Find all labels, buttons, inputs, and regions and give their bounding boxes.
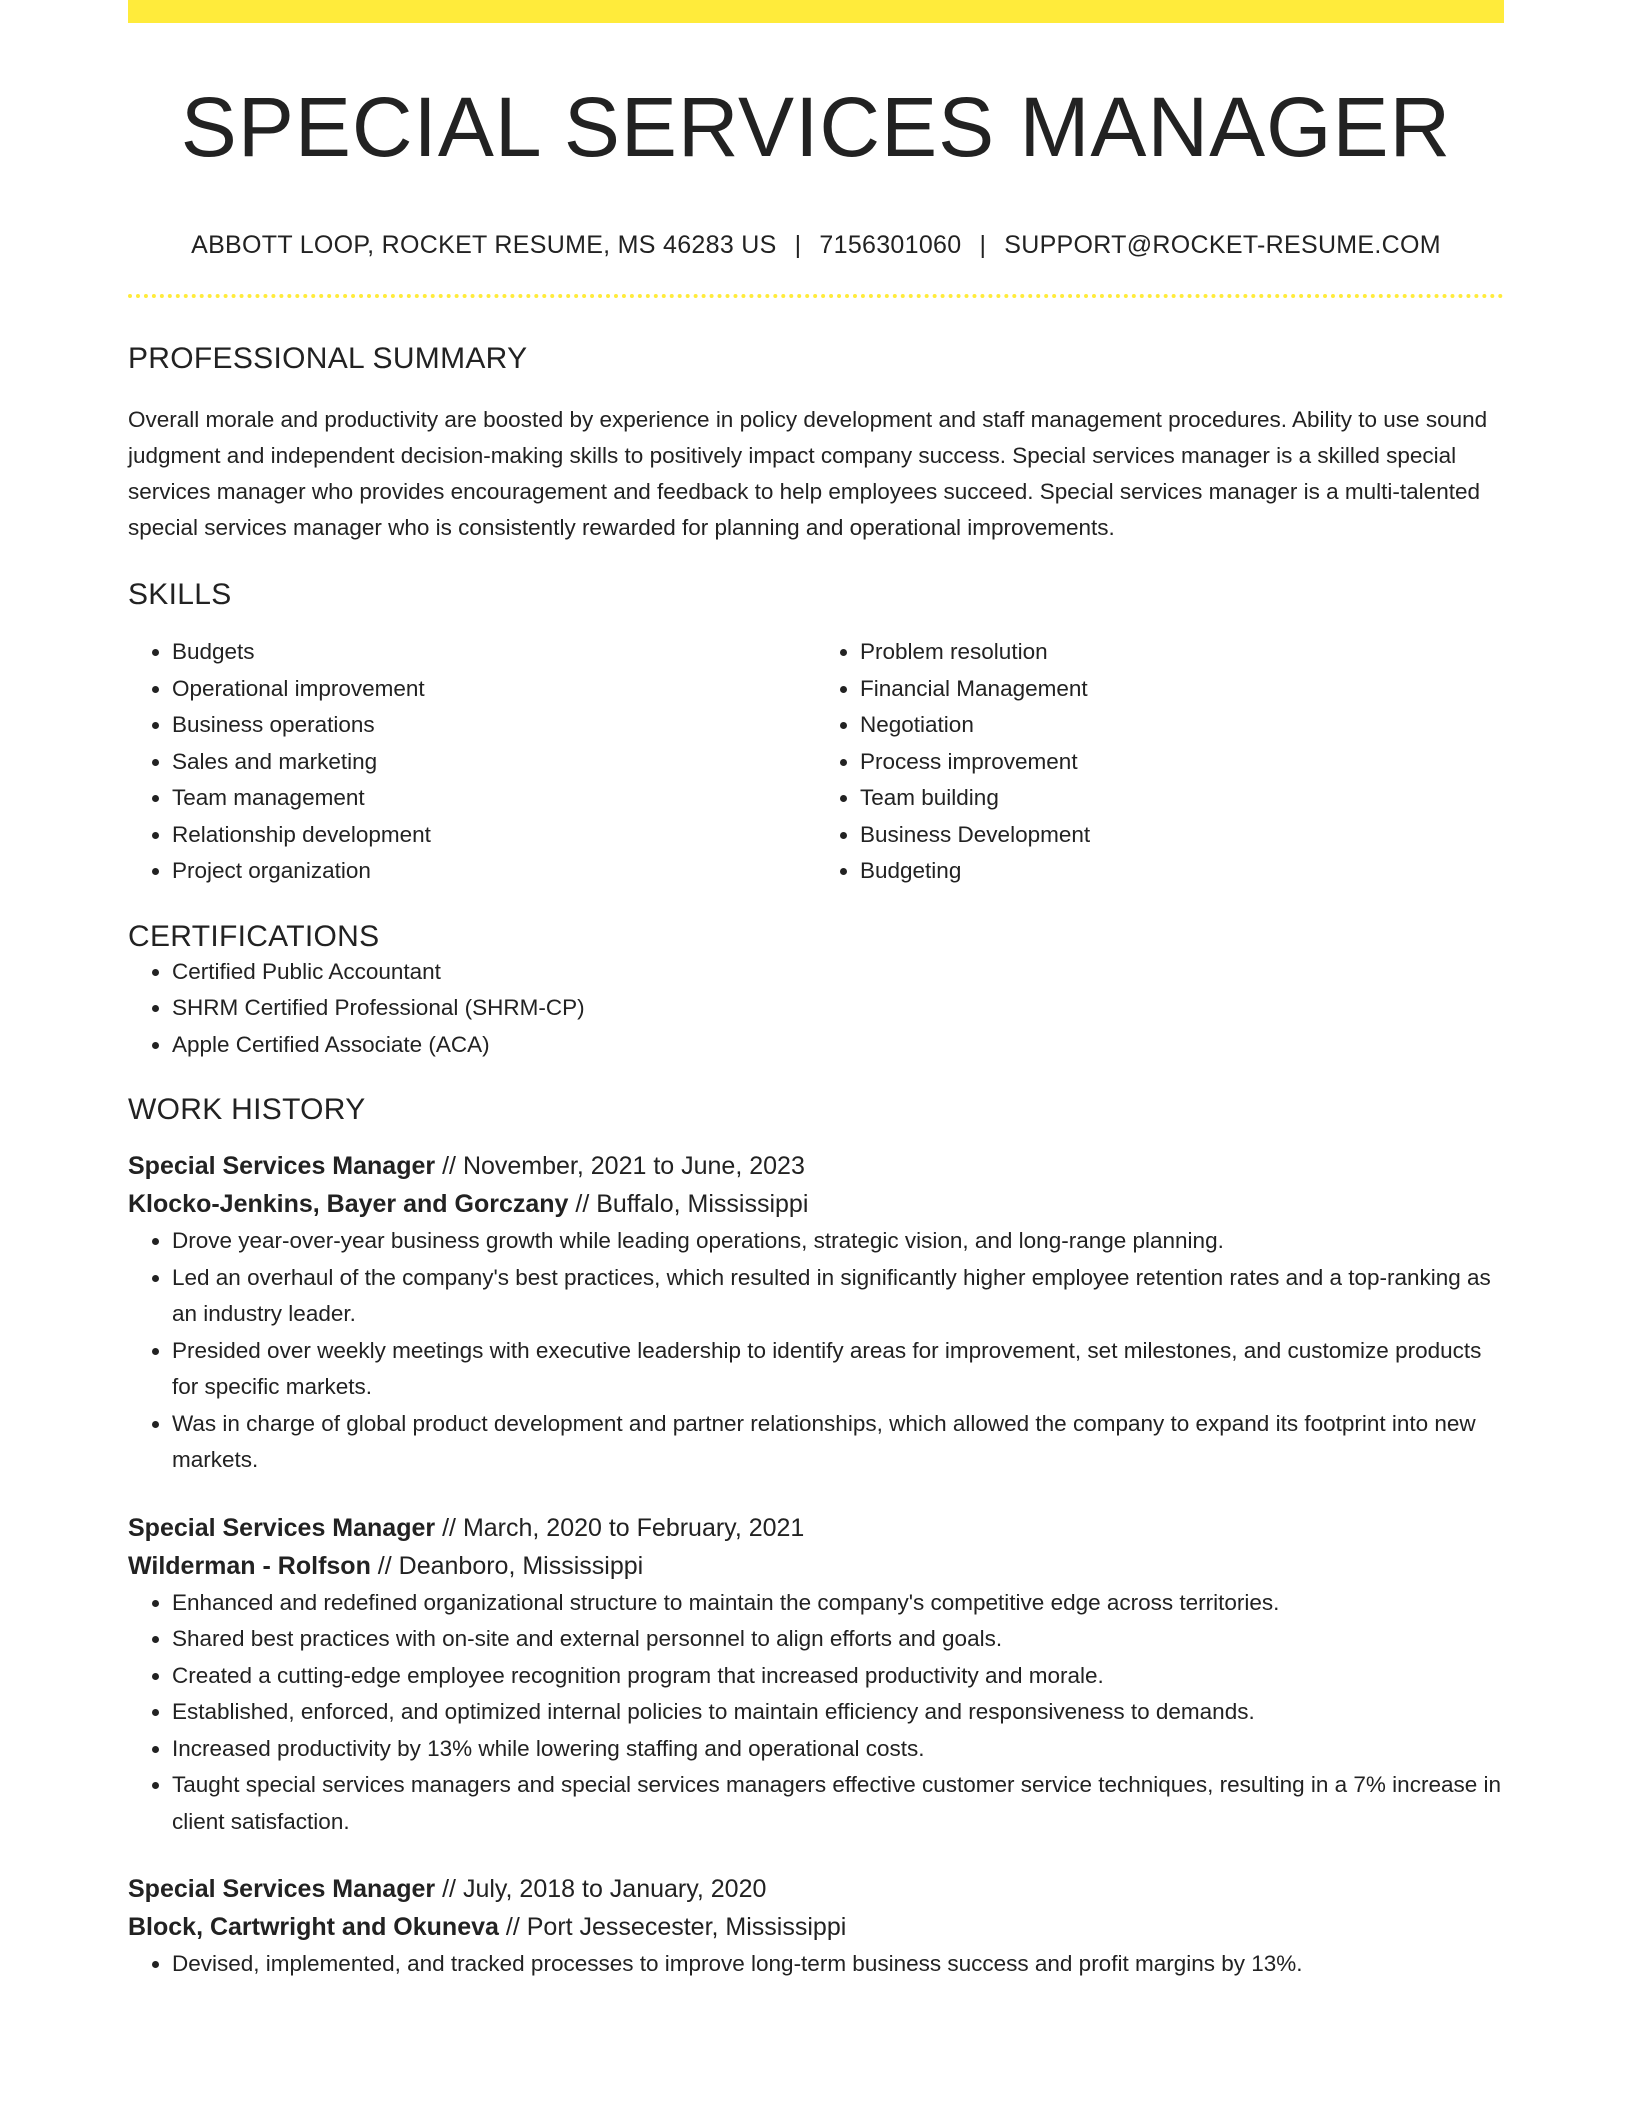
job-separator: // — [442, 1152, 456, 1181]
skills-right-list — [816, 634, 1504, 890]
job-company: Klocko-Jenkins, Bayer and Gorczany — [128, 1190, 569, 1219]
job-bullets — [128, 1946, 1504, 1983]
work-history-heading: WORK HISTORY — [128, 1093, 366, 1127]
contact-separator: | — [794, 231, 802, 260]
job-role: Special Services Manager — [128, 1513, 436, 1542]
skill-item: • Business Development — [860, 817, 1504, 854]
job-bullet: • Was in charge of global product development and partner relationships, which allowed the company to expand its footprint into new markets. — [172, 1406, 1504, 1479]
skills-heading: SKILLS — [128, 578, 232, 612]
skill-item: • Relationship development — [172, 817, 816, 854]
skill-item: • Budgets — [172, 634, 816, 671]
job-separator: // — [377, 1551, 392, 1580]
resume-page — [128, 0, 1504, 1983]
job-company-line — [128, 1908, 1504, 1946]
resume-name: SPECIAL SERVICES MANAGER — [180, 80, 1452, 174]
skills-columns — [128, 634, 1504, 890]
job-bullet: • Presided over weekly meetings with executive leadership to identify areas for improvement, set milestones, and customize products for specific markets. — [172, 1333, 1504, 1406]
contact-phone: 7156301060 — [819, 231, 962, 260]
job-company: Block, Cartwright and Okuneva — [128, 1913, 499, 1942]
job-role-line — [128, 1870, 1504, 1908]
skill-item: • Operational improvement — [172, 671, 816, 708]
job-bullet: • Established, enforced, and optimized internal policies to maintain efficiency and responsiveness to demands. — [172, 1694, 1504, 1731]
certifications-heading: CERTIFICATIONS — [128, 919, 380, 953]
job-bullet: • Increased productivity by 13% while lowering staffing and operational costs. — [172, 1731, 1504, 1768]
job-dates: November, 2021 to June, 2023 — [462, 1152, 805, 1181]
contact-separator: | — [979, 231, 987, 260]
certification-item: • Apple Certified Associate (ACA) — [172, 1027, 1504, 1064]
contact-line — [128, 231, 1504, 260]
job-role: Special Services Manager — [128, 1875, 436, 1904]
skill-item: • Budgeting — [860, 853, 1504, 890]
certifications-list — [128, 954, 1504, 1064]
job-bullet: • Devised, implemented, and tracked processes to improve long-term business success and profit margins by 13%. — [172, 1946, 1504, 1983]
job-role-line — [128, 1147, 1504, 1185]
skill-item: • Financial Management — [860, 671, 1504, 708]
job-role: Special Services Manager — [128, 1152, 436, 1181]
contact-address: ABBOTT LOOP, ROCKET RESUME, MS 46283 US — [191, 231, 777, 260]
job-dates: July, 2018 to January, 2020 — [462, 1875, 767, 1904]
job-bullet: • Drove year-over-year business growth while leading operations, strategic vision, and long-range planning. — [172, 1223, 1504, 1260]
certification-item: • Certified Public Accountant — [172, 954, 1504, 991]
job-bullets — [128, 1585, 1504, 1841]
top-accent-bar — [128, 0, 1504, 23]
job-company-line — [128, 1547, 1504, 1585]
skill-item: • Project organization — [172, 853, 816, 890]
job-company-line — [128, 1185, 1504, 1223]
job-bullet: • Shared best practices with on-site and external personnel to align efforts and goals. — [172, 1621, 1504, 1658]
job-location: Port Jessecester, Mississippi — [526, 1913, 847, 1942]
job-dates: March, 2020 to February, 2021 — [462, 1513, 805, 1542]
job-bullet: • Led an overhaul of the company's best practices, which resulted in significantly higher employee retention rates and a top-ranking as an industry leader. — [172, 1260, 1504, 1333]
summary-heading: PROFESSIONAL SUMMARY — [128, 342, 528, 376]
skill-item: • Problem resolution — [860, 634, 1504, 671]
job-separator: // — [575, 1190, 590, 1219]
certification-item: • SHRM Certified Professional (SHRM-CP) — [172, 990, 1504, 1027]
skills-left-list — [128, 634, 816, 890]
job-bullet: • Taught special services managers and special services managers effective customer service techniques, resulting in a 7% increase in client satisfaction. — [172, 1767, 1504, 1840]
job-entry — [128, 1870, 1504, 1983]
job-location: Buffalo, Mississippi — [596, 1190, 809, 1219]
skill-item: • Process improvement — [860, 744, 1504, 781]
skill-item: • Team building — [860, 780, 1504, 817]
skill-item: • Business operations — [172, 707, 816, 744]
job-bullet: • Enhanced and redefined organizational structure to maintain the company's competitive edge across territories. — [172, 1585, 1504, 1622]
job-location: Deanboro, Mississippi — [398, 1551, 644, 1580]
job-separator: // — [505, 1913, 520, 1942]
job-role-line — [128, 1509, 1504, 1547]
job-bullet: • Created a cutting-edge employee recognition program that increased productivity and morale. — [172, 1658, 1504, 1695]
summary-text: Overall morale and productivity are boosted by experience in policy development and staff management procedures. Ability to use sound judgment and independent decision-making skills to positively impact company success. Special services manager is a skilled special services manager who provides encouragement and feedback to help employees succeed. Special services manager is a multi-talented special services manager who is consistently rewarded for planning and operational improvements. — [128, 407, 1488, 541]
job-company: Wilderman - Rolfson — [128, 1551, 371, 1580]
contact-email: SUPPORT@ROCKET-RESUME.COM — [1004, 231, 1441, 260]
job-entry — [128, 1509, 1504, 1841]
job-entry — [128, 1147, 1504, 1479]
skill-item: • Team management — [172, 780, 816, 817]
skill-item: • Negotiation — [860, 707, 1504, 744]
job-separator: // — [442, 1875, 456, 1904]
skill-item: • Sales and marketing — [172, 744, 816, 781]
dotted-divider — [128, 294, 1504, 298]
job-separator: // — [442, 1513, 456, 1542]
job-bullets — [128, 1223, 1504, 1479]
